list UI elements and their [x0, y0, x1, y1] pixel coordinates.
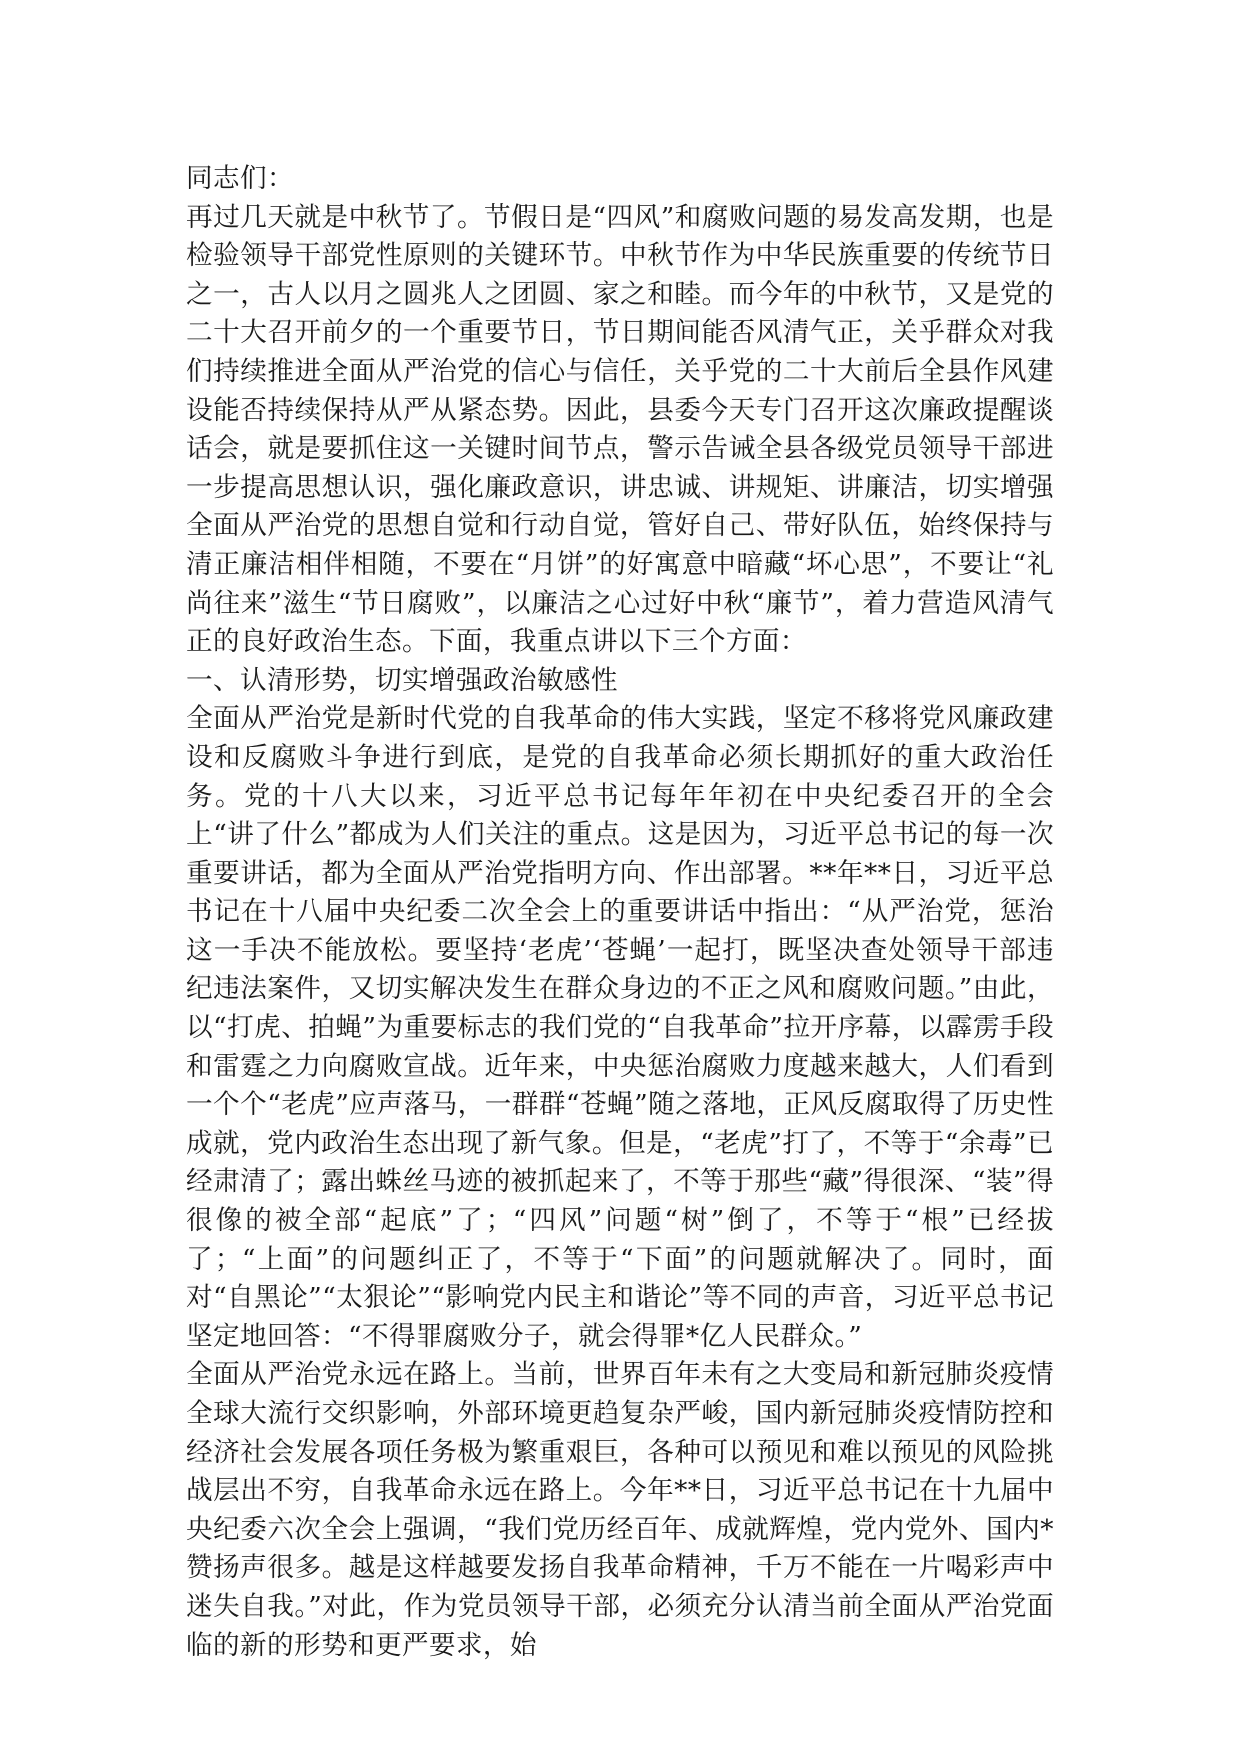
- paragraph-section-1-a: 全面从严治党是新时代党的自我革命的伟大实践，坚定不移将党风廉政建设和反腐败斗争进行到底，是党的自我革命必须长期抓好的重大政治任务。党的十八大以来，习近平总书记每年年初在中央纪委召开的全会上“讲了什么”都成为人们关注的重点。这是因为，习近平总书记的每一次重要讲话，都为全面从严治党指明方向、作出部署。**年**日，习近平总书记在十八届中央纪委二次全会上的重要讲话中指出：“从严治党，惩治这一手决不能放松。要坚持‘老虎’‘苍蝇’一起打，既坚决查处领导干部违纪违法案件，又切实解决发生在群众身边的不正之风和腐败问题。”由此，以“打虎、拍蝇”为重要标志的我们党的“自我革命”拉开序幕，以霹雳手段和雷霆之力向腐败宣战。近年来，中央惩治腐败力度越来越大，人们看到一个个“老虎”应声落马，一群群“苍蝇”随之落地，正风反腐取得了历史性成就，党内政治生态出现了新气象。但是，“老虎”打了，不等于“余毒”已经肃清了；露出蛛丝马迹的被抓起来了，不等于那些“藏”得很深、“装”得很像的被全部“起底”了；“四风”问题“树”倒了，不等于“根”已经拔了；“上面”的问题纠正了，不等于“下面”的问题就解决了。同时，面对“自黑论”“太狠论”“影响党内民主和谐论”等不同的声音，习近平总书记坚定地回答：“不得罪腐败分子，就会得罪*亿人民群众。”: [186, 703, 1054, 1352]
- salutation: 同志们：: [186, 163, 294, 194]
- speech-body: [186, 160, 1054, 1665]
- section-heading-1: 一、认清形势，切实增强政治敏感性: [186, 664, 618, 696]
- paragraph-intro: 再过几天就是中秋节了。节假日是“四风”和腐败问题的易发高发期，也是检验领导干部党性原则的关键环节。中秋节作为中华民族重要的传统节日之一，古人以月之圆兆人之团圆、家之和睦。而今年的中秋节，又是党的二十大召开前夕的一个重要节日，节日期间能否风清气正，关乎群众对我们持续推进全面从严治党的信心与信任，关乎党的二十大前后全县作风建设能否持续保持从严从紧态势。因此，县委今天专门召开这次廉政提醒谈话会，就是要抓住这一关键时间节点，警示告诫全县各级党员领导干部进一步提高思想认识，强化廉政意识，讲忠诚、讲规矩、讲廉洁，切实增强全面从严治党的思想自觉和行动自觉，管好自己、带好队伍，始终保持与清正廉洁相伴相随，不要在“月饼”的好寓意中暗藏“坏心思”，不要让“礼尚往来”滋生“节日腐败”，以廉洁之心过好中秋“廉节”，着力营造风清气正的良好政治生态。下面，我重点讲以下三个方面：: [186, 201, 1054, 658]
- paragraph-section-1-b: 全面从严治党永远在路上。当前，世界百年未有之大变局和新冠肺炎疫情全球大流行交织影响，外部环境更趋复杂严峻，国内新冠肺炎疫情防控和经济社会发展各项任务极为繁重艰巨，各种可以预见和难以预见的风险挑战层出不穷，自我革命永远在路上。今年**日，习近平总书记在十九届中央纪委六次全会上强调，“我们党历经百年、成就辉煌，党内党外、国内*赞扬声很多。越是这样越要发扬自我革命精神，千万不能在一片喝彩声中迷失自我。”对此，作为党员领导干部，必须充分认清当前全面从严治党面临的新的形势和更严要求，始: [186, 1359, 1054, 1661]
